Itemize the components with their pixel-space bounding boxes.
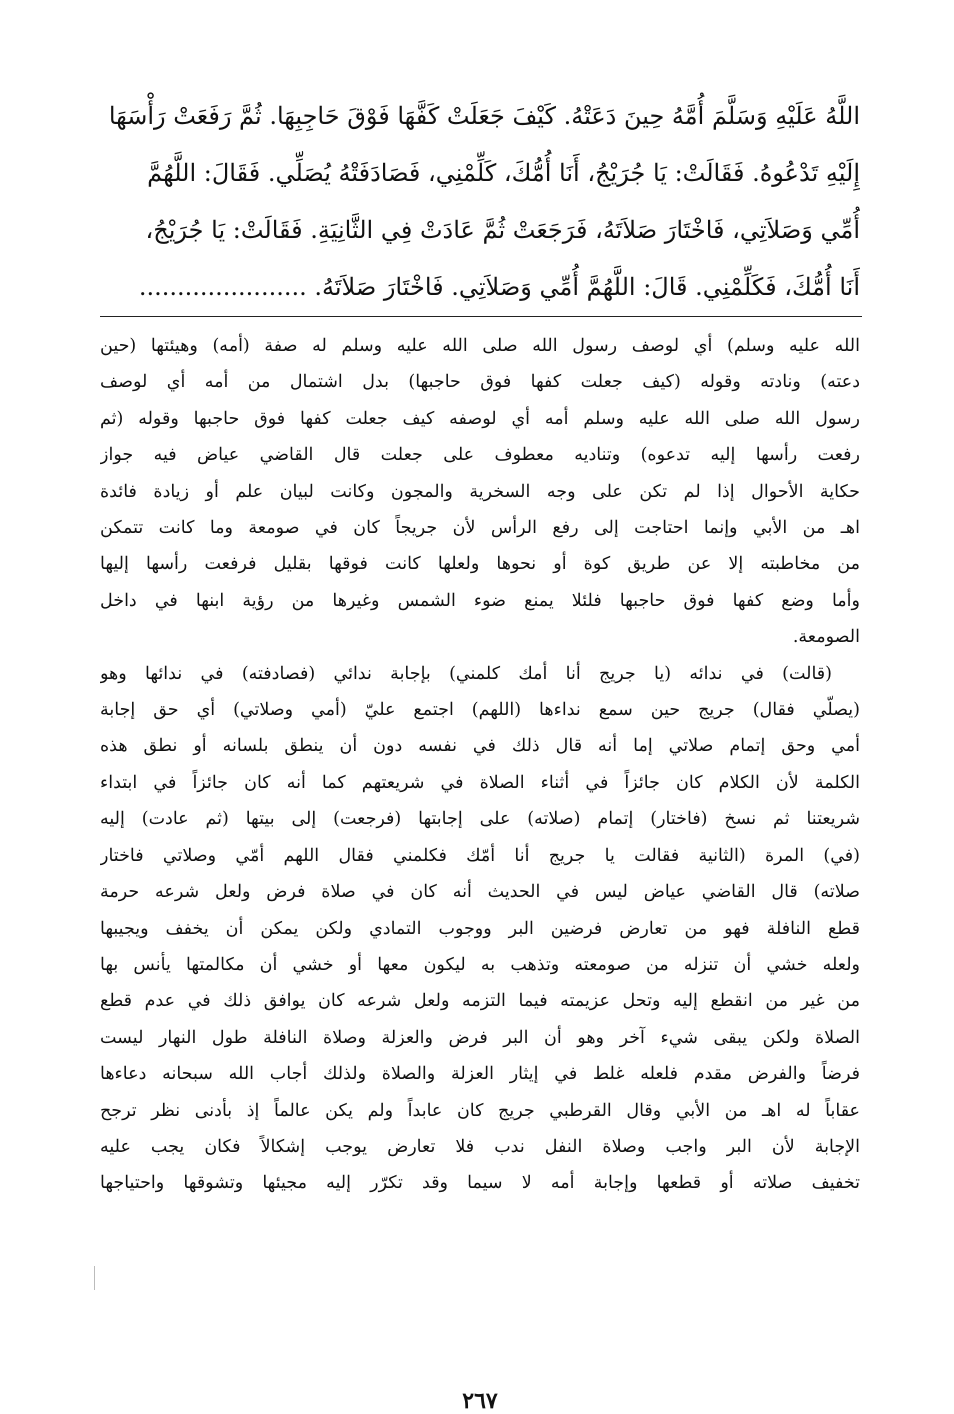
hadith-line: أُمِّي وَصَلاَتِي، فَاخْتَارَ صَلاَتَهُ، فَرَجَعَتْ ثُمَّ عَادَتْ فِي الثَّانِيَةِ. فَقَالَتْ: يَا جُرَيْجُ، [145, 216, 860, 244]
commentary-line: أمي وحق إتمام صلاتي إما أنه قال ذلك في نفسه دون أن ينطق بلسانه أو نطق هذه [100, 736, 860, 757]
hadith-line: أَنَا أُمُّكَ، فَكَلِّمْنِي. قَالَ: اللَّهُمَّ أُمِّي وَصَلاَتِي. فَاخْتَارَ صَلاَتَهُ. ...................... [138, 273, 860, 301]
hadith-text [100, 88, 860, 316]
commentary-line: فرضاً والفرض مقدم فلعله غلط في إيثار العزلة والصلاة ولذلك أجاب الله سبحانه دعاءها [100, 1064, 860, 1085]
section-divider [100, 316, 862, 317]
commentary-line: صلاته) قال القاضي عياض ليس في الحديث أنه كان في صلاة فرض ولعل شرعه حرمة [100, 882, 860, 903]
commentary-line: عقاباً له اهـ من الأبي وقال القرطبي جريج كان عابداً ولم يكن عالماً إذ بأدنى نظر ترجح [100, 1100, 860, 1121]
commentary-line: دعته) ونادته وقوله (كيف جعلت كفها فوق حاجبها) بدل اشتمال من أمه أي لوصف [100, 372, 860, 393]
commentary-line: شريعتنا ثم نسخ (فاختار) إتمام (صلاته) على إجابتها (فرجعت) إلى بيتها (ثم عادت) إليه [100, 809, 860, 830]
commentary-line: تخفيف صلاته أو قطعها وإجابة أمه لا سيما وقد تكرّر إليه مجيئها وتشوقها واحتياجها [100, 1173, 860, 1194]
commentary-line: الصومعة. [792, 627, 860, 648]
commentary-line: قطع النافلة فهو من تعارض فرضين البر ووجوب التمادي ولكن يمكن أن يخفف ويجيبها [100, 918, 860, 939]
commentary-line: الكلمة لأن الكلام كان جائزاً في أثناء الصلاة في شريعتهم كما أنه كان جائزاً في ابتداء [100, 772, 860, 793]
hadith-line: اللَّهُ عَلَيْهِ وَسَلَّمَ أُمَّهُ حِينَ دَعَتْهُ. كَيْفَ جَعَلَتْ كَفَّهَا فَوْقَ حَاجِبِهَا. ثُمَّ رَفَعَتْ رَأْسَهَا [108, 102, 860, 130]
commentary-line: وأما وضع كفها فوق حاجبها فلئلا يمنع ضوء الشمس وغيرها من رؤية ابنها في داخل [100, 590, 860, 611]
commentary-text [100, 328, 860, 1202]
commentary-line: من غير من انقطع إليه وتحل عزيمته فيما التزمه ولعل شرعه كان يوافق ذلك في عدم قطع [100, 991, 860, 1012]
commentary-line: حكاية الأحوال إذا لم تكن على وجه السخرية والمجون وكانت لبيان علم أو زيادة فائدة [100, 481, 860, 502]
commentary-line: من مخاطبته إلا عن طريق كوة أو نحوها ولعلها كانت فوقها بقليل فرفعت رأسها إليها [100, 554, 860, 575]
commentary-line: اهـ من الأبي وإنما احتاجت إلى رفع الرأس لأن جريجاً كان في صومعة وما كانت تتمكن [100, 518, 860, 539]
commentary-line: الله عليه وسلم) أي لوصف رسول الله صلى الله عليه وسلم له صفة (أمه) وهيئتها (حين [100, 336, 860, 356]
commentary-line: (قالت) في ندائه (يا جريج أنا أمك كلمني) بإجابة ندائي (فصادفته) في ندائها وهو [100, 663, 832, 684]
commentary-line: ولعله خشي أن تنزله من صومعته وتذهب به ليكون معها أو خشي أن مكالمتها يأنس بها [100, 954, 860, 975]
commentary-line: رفعت رأسها إليه تدعوه) وتناديه معطوف على جعلت قال القاضي عياض فيه جواز [100, 445, 860, 466]
commentary-line: الصلاة ولكن يبقى شيء آخر وهو أن البر فرض والعزلة وصلاة النافلة طول النهار ليست [100, 1027, 860, 1048]
commentary-line: (يصلّي فقال) جريج حين سمع نداءها (اللهم) اجتمع عليّ (أمي وصلاتي) أي حق إجابة [100, 700, 860, 721]
commentary-line: (في) المرة (الثانية فقالت يا جريج أنا أمّك فكلمني فقال اللهم أمّي وصلاتي فاختار [100, 845, 860, 866]
margin-mark [94, 1266, 95, 1290]
commentary-line: الإجابة لأن البر واجب وصلاة النفل ندب فلا تعارض يوجب إشكالاً فكان يجب عليه [100, 1136, 860, 1157]
commentary-line: رسول الله صلى الله عليه وسلم أمه أي لوصفه كيف جعلت كفها فوق حاجبها وقوله (ثم [100, 408, 860, 429]
document-page [100, 88, 860, 1414]
hadith-line: إِلَيْهِ تَدْعُوهُ. فَقَالَتْ: يَا جُرَيْجُ، أَنَا أُمُّكَ، كَلِّمْنِي، فَصَادَفَتْهُ يُصَلِّي. فَقَالَ: اللَّهُمَّ [147, 159, 860, 187]
commentary-paragraph [100, 656, 860, 1202]
commentary-paragraph [100, 328, 860, 656]
page-number: ٢٦٧ [462, 1388, 498, 1414]
